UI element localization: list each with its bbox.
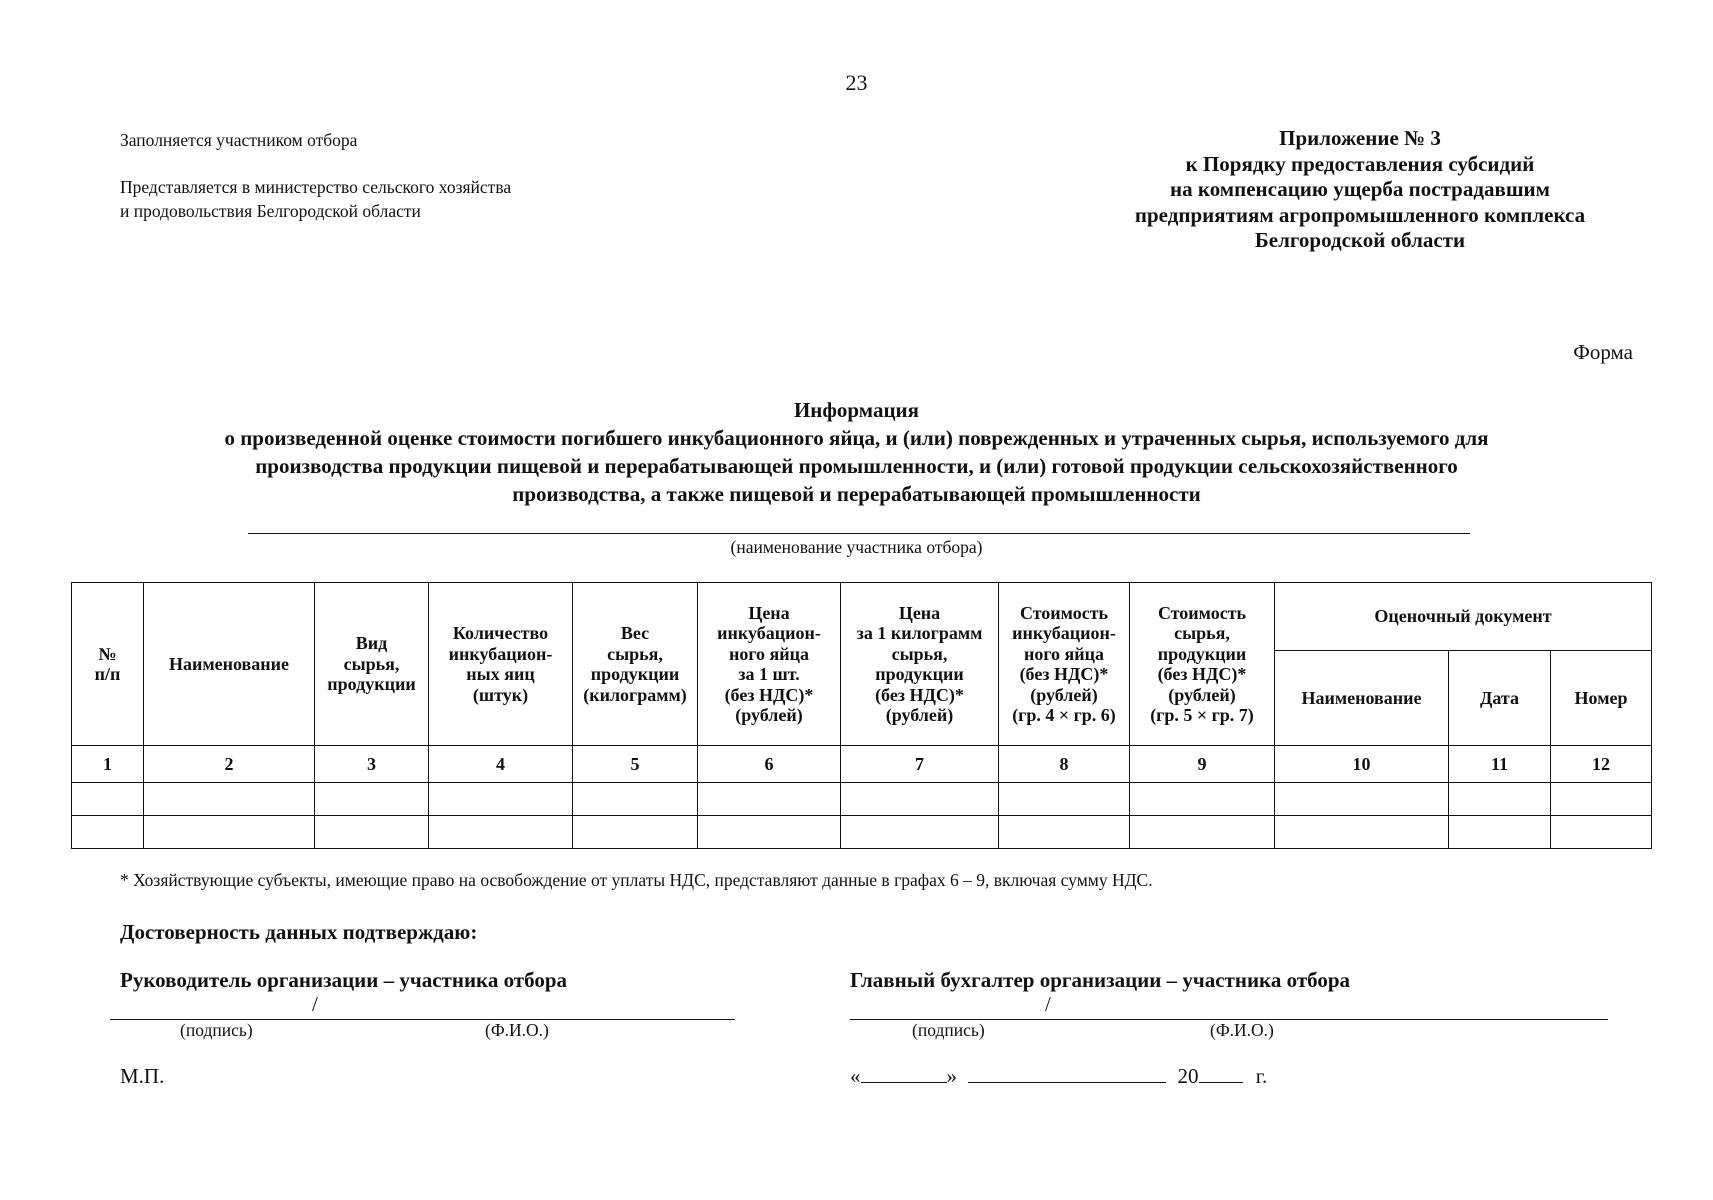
table-cell[interactable]	[1275, 783, 1449, 816]
header-number-text: № п/п	[94, 643, 121, 684]
header-kg-price	[841, 583, 999, 746]
column-number: 11	[1449, 746, 1551, 783]
header-egg-price-text: Цена инкубацион- ного яйца за 1 шт. (без НДС)* (рублей)	[717, 602, 821, 725]
accountant-name-caption: (Ф.И.О.)	[1210, 1020, 1274, 1040]
appendix-line-3: на компенсацию ущерба пострадавшим	[1170, 177, 1550, 201]
accountant-signature-title: Главный бухгалтер организации – участника отбора	[850, 968, 1351, 992]
date-close-quote: »	[946, 1064, 957, 1088]
title-line-4: производства, а также пищевой и перерабатывающей промышленности	[512, 482, 1201, 506]
header-valuation-document-text: Оценочный документ	[1374, 606, 1552, 627]
head-signature-slash: /	[312, 992, 318, 1016]
column-number: 5	[573, 746, 698, 783]
submitted-to-note-line2: и продовольствия Белгородской области	[120, 201, 421, 221]
column-number: 7	[841, 746, 999, 783]
table-cell[interactable]	[315, 783, 429, 816]
header-doc-date-text: Дата	[1480, 687, 1519, 708]
header-number	[72, 583, 144, 746]
appendix-line-2: к Порядку предоставления субсидий	[1185, 151, 1535, 176]
column-number: 2	[144, 746, 315, 783]
table-cell[interactable]	[1449, 816, 1551, 849]
submitted-to-note-line1: Представляется в министерство сельского хозяйства	[120, 177, 512, 197]
column-numbers-row	[72, 746, 1652, 783]
header-egg-cost-text: Стоимость инкубацион- ного яйца (без НДС)* (рублей) (гр. 4 × гр. 6)	[1012, 602, 1116, 725]
participant-name-caption: (наименование участника отбора)	[730, 537, 983, 557]
table-cell[interactable]	[1551, 816, 1652, 849]
header-egg-cost	[999, 583, 1130, 746]
head-name-caption: (Ф.И.О.)	[485, 1020, 549, 1040]
table-cell[interactable]	[1275, 816, 1449, 849]
date-year-blank[interactable]	[1199, 1064, 1243, 1083]
header-name	[144, 583, 315, 746]
table-cell[interactable]	[429, 783, 573, 816]
table-cell[interactable]	[698, 816, 841, 849]
header-material-cost	[1130, 583, 1275, 746]
header-type-text: Вид сырья, продукции	[327, 633, 416, 695]
title-line-1: Информация	[793, 398, 920, 422]
date-day-blank[interactable]	[861, 1064, 947, 1083]
column-number: 4	[429, 746, 573, 783]
header-kg-price-text: Цена за 1 килограмм сырья, продукции (без НДС)* (рублей)	[856, 602, 983, 725]
header-doc-number	[1551, 651, 1652, 746]
table-cell[interactable]	[698, 783, 841, 816]
date-month-blank[interactable]	[968, 1064, 1166, 1083]
table-cell[interactable]	[1551, 783, 1652, 816]
header-valuation-document	[1275, 583, 1652, 651]
table-cell[interactable]	[573, 816, 698, 849]
table-row	[72, 816, 1652, 849]
table-cell[interactable]	[72, 816, 144, 849]
table-cell[interactable]	[429, 816, 573, 849]
table-cell[interactable]	[999, 783, 1130, 816]
table-cell[interactable]	[144, 783, 315, 816]
table-cell[interactable]	[1449, 783, 1551, 816]
column-number: 6	[698, 746, 841, 783]
appendix-line-1: Приложение № 3	[1279, 126, 1441, 150]
accountant-signature-caption: (подпись)	[912, 1020, 985, 1040]
appendix-heading	[1060, 126, 1660, 254]
table-cell[interactable]	[841, 816, 999, 849]
vat-footnote: * Хозяйствующие субъекты, имеющие право на освобождение от уплаты НДС, представляют данные в графах 6 – 9, включая сумму НДС.	[120, 870, 1153, 890]
filled-by-note: Заполняется участником отбора	[120, 130, 358, 150]
header-name-text: Наименование	[169, 653, 289, 674]
header-doc-name-text: Наименование	[1301, 687, 1422, 708]
title-line-2: о произведенной оценке стоимости погибшего инкубационного яйца, и (или) поврежденных и утраченных сырья, используемого для	[224, 426, 1489, 450]
document-title	[90, 396, 1623, 508]
header-weight-text: Вес сырья, продукции (килограмм)	[583, 623, 687, 705]
appendix-line-4: предприятиям агропромышленного комплекса	[1134, 202, 1586, 227]
accountant-signature-slash: /	[1045, 992, 1051, 1016]
participant-name-line[interactable]	[248, 533, 1470, 534]
page-number: 23	[845, 70, 868, 95]
date-century: 20	[1177, 1064, 1199, 1088]
header-doc-number-text: Номер	[1574, 687, 1628, 708]
table-cell[interactable]	[573, 783, 698, 816]
date-year-suffix: г.	[1255, 1064, 1268, 1088]
header-egg-count	[429, 583, 573, 746]
table-cell[interactable]	[315, 816, 429, 849]
column-number: 9	[1130, 746, 1275, 783]
header-doc-date	[1449, 651, 1551, 746]
header-egg-price	[698, 583, 841, 746]
table-cell[interactable]	[841, 783, 999, 816]
table-cell[interactable]	[1130, 816, 1275, 849]
confirmation-heading: Достоверность данных подтверждаю:	[120, 920, 478, 944]
column-number: 1	[72, 746, 144, 783]
table-row	[72, 783, 1652, 816]
table-cell[interactable]	[144, 816, 315, 849]
date-field	[850, 1064, 1267, 1089]
table-cell[interactable]	[72, 783, 144, 816]
column-number: 12	[1551, 746, 1652, 783]
header-material-cost-text: Стоимость сырья, продукции (без НДС)* (рублей) (гр. 5 × гр. 7)	[1150, 602, 1254, 725]
header-type	[315, 583, 429, 746]
form-label: Форма	[1573, 340, 1633, 364]
date-open-quote: «	[850, 1064, 861, 1088]
valuation-table	[71, 582, 1652, 849]
appendix-line-5: Белгородской области	[1254, 228, 1466, 252]
column-number: 3	[315, 746, 429, 783]
header-doc-name	[1275, 651, 1449, 746]
table-cell[interactable]	[1130, 783, 1275, 816]
table-cell[interactable]	[999, 816, 1130, 849]
header-weight	[573, 583, 698, 746]
head-signature-caption: (подпись)	[180, 1020, 253, 1040]
column-number: 8	[999, 746, 1130, 783]
header-egg-count-text: Количество инкубацион- ных яиц (штук)	[448, 623, 553, 705]
title-line-3: производства продукции пищевой и перерабатывающей промышленности, и (или) готовой продукции сельскохозяйственного	[255, 454, 1458, 478]
column-number: 10	[1275, 746, 1449, 783]
head-signature-title: Руководитель организации – участника отбора	[120, 968, 568, 992]
stamp-place-label: М.П.	[120, 1064, 165, 1088]
